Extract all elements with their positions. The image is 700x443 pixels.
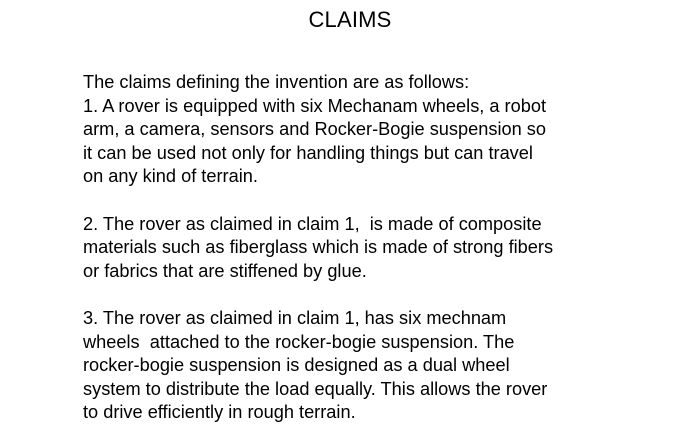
page-title: CLAIMS [308, 7, 392, 32]
paragraph-gap [83, 283, 643, 307]
claim-3 [83, 307, 643, 425]
claim-line: on any kind of terrain. [83, 166, 258, 187]
paragraph-gap [83, 189, 643, 213]
claims-intro: The claims defining the invention are as follows: [83, 72, 470, 92]
claim-line: to drive efficiently in rough terrain. [83, 402, 356, 423]
claim-line: 1. A rover is equipped with six Mechanam wheels, a robot [83, 95, 547, 116]
claims-body [83, 71, 643, 425]
claim-line: or fabrics that are stiffened by glue. [83, 260, 367, 281]
claim-2 [83, 213, 643, 284]
claim-line: rocker-bogie suspension is designed as a dual wheel [83, 355, 510, 376]
claim-line: system to distribute the load equally. This allows the rover [83, 378, 548, 399]
claim-line: arm, a camera, sensors and Rocker-Bogie suspension so [83, 119, 546, 140]
claim-line: wheels attached to the rocker-bogie suspension. The [83, 331, 515, 352]
claim-line: 2. The rover as claimed in claim 1, is made of composite [83, 213, 542, 234]
claim-line: materials such as fiberglass which is made of strong fibers [83, 237, 554, 258]
claim-line: it can be used not only for handling things but can travel [83, 142, 533, 163]
claim-1 [83, 95, 643, 189]
claim-line: 3. The rover as claimed in claim 1, has six mechnam [83, 307, 507, 328]
